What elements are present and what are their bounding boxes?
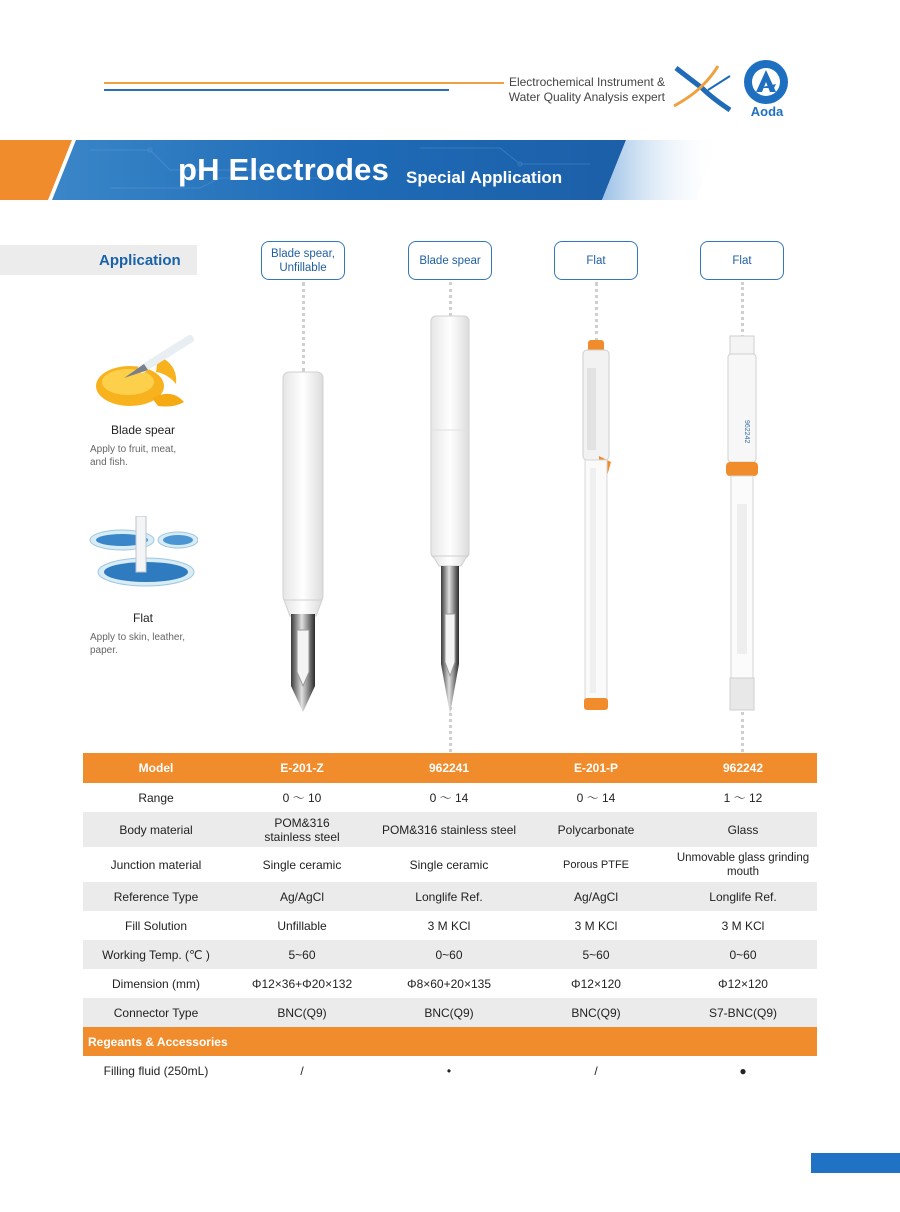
table-header-model: Model xyxy=(138,761,174,775)
lemon-blade-image xyxy=(88,328,198,410)
type-box-2 xyxy=(408,241,492,280)
row-label: Range xyxy=(138,790,174,805)
application-name-flat: Flat xyxy=(132,611,153,625)
table-cell: POM&316 stainless steel xyxy=(381,822,517,837)
connector-line-4b xyxy=(741,712,744,752)
table-cell: BNC(Q9) xyxy=(424,1005,474,1020)
table-cell: / xyxy=(594,1063,598,1078)
table-cell: Unfillable xyxy=(277,918,327,933)
application-desc-flat xyxy=(90,631,200,657)
connector-line-2 xyxy=(449,282,452,316)
table-header-col-2: 962241 xyxy=(428,761,470,775)
application-name-blade: Blade spear xyxy=(110,423,176,437)
table-cell: ● xyxy=(739,1063,747,1078)
table-row-reference xyxy=(83,882,817,911)
type-box-2-label: Blade spear xyxy=(419,254,481,267)
table-cell: Φ12×120 xyxy=(571,976,621,991)
row-label: Fill Solution xyxy=(124,918,188,933)
application-desc-flat-2: paper. xyxy=(90,645,118,656)
row-label: Connector Type xyxy=(113,1005,199,1020)
table-cell: Longlife Ref. xyxy=(415,889,483,904)
table-cell: 0~60 xyxy=(435,947,463,962)
table-section-row xyxy=(83,1027,817,1056)
table-row-fill-solution xyxy=(83,911,817,940)
page-subtitle: Special Application xyxy=(406,168,563,187)
table-cell: Polycarbonate xyxy=(557,822,635,837)
table-cell: Φ12×36+Φ20×132 xyxy=(251,976,353,991)
tagline-line-1: Electrochemical Instrument & xyxy=(508,75,665,89)
type-box-1-line-2: Unfillable xyxy=(279,261,327,274)
table-cell: Ag/AgCl xyxy=(573,889,619,904)
table-row-range xyxy=(83,783,817,812)
table-cell: Unmovable glass grinding mouth xyxy=(676,851,810,878)
aoda-logo-icon xyxy=(742,58,790,106)
type-box-3-label: Flat xyxy=(586,254,606,267)
row-label: Junction material xyxy=(110,857,202,872)
connector-line-4 xyxy=(741,282,744,338)
row-label: Working Temp. (℃ ) xyxy=(102,947,210,962)
row-label: Dimension (mm) xyxy=(111,976,200,991)
table-cell: 0~60 xyxy=(729,947,757,962)
table-cell: BNC(Q9) xyxy=(277,1005,327,1020)
corner-accent-bar xyxy=(811,1153,900,1173)
table-header-col-1: E-201-Z xyxy=(280,761,324,775)
table-cell: 0 ～ 14 xyxy=(576,790,616,805)
electrode-e201p-image xyxy=(577,338,615,712)
table-cell: Longlife Ref. xyxy=(709,889,777,904)
table-cell: 3 M KCl xyxy=(427,918,471,933)
application-desc-blade-2: and fish. xyxy=(90,457,128,468)
table-header-col-3: E-201-P xyxy=(573,761,619,775)
table-cell: / xyxy=(300,1063,304,1078)
table-row-junction xyxy=(83,847,817,882)
section-label: Regeants & Accessories xyxy=(88,1034,228,1049)
table-row-body-material xyxy=(83,812,817,847)
table-cell: Φ8×60+20×135 xyxy=(407,976,491,991)
spec-table xyxy=(83,753,817,1085)
tagline xyxy=(490,75,665,105)
svg-text:962242: 962242 xyxy=(743,420,750,444)
table-row-connector xyxy=(83,998,817,1027)
table-cell: 0 ～ 10 xyxy=(282,790,322,805)
table-cell: 3 M KCl xyxy=(721,918,765,933)
table-cell: Porous PTFE xyxy=(562,858,630,871)
tagline-line-2: Water Quality Analysis expert xyxy=(508,90,665,104)
type-box-1 xyxy=(261,241,345,280)
table-cell: 0 ～ 14 xyxy=(429,790,469,805)
connector-line-3 xyxy=(595,282,598,342)
table-cell: BNC(Q9) xyxy=(571,1005,621,1020)
page-title: pH Electrodes xyxy=(178,152,390,187)
type-box-1-line-1: Blade spear, xyxy=(271,247,335,260)
table-cell: Single ceramic xyxy=(262,857,342,872)
table-cell: 5~60 xyxy=(288,947,316,962)
electrode-962241-image xyxy=(425,314,475,718)
table-cell: • xyxy=(446,1063,452,1078)
table-cell: 3 M KCl xyxy=(574,918,618,933)
header-blue-line xyxy=(104,89,449,91)
table-cell: POM&316 stainless steel xyxy=(264,815,340,844)
table-row-dimension xyxy=(83,969,817,998)
connector-line-1 xyxy=(302,282,305,372)
electrode-962242-image xyxy=(723,334,761,714)
table-cell: 5~60 xyxy=(582,947,610,962)
petri-dish-image xyxy=(88,516,198,592)
row-label: Filling fluid (250mL) xyxy=(103,1063,209,1078)
table-cell: Glass xyxy=(727,822,759,837)
table-row-working-temp xyxy=(83,940,817,969)
header-orange-line xyxy=(104,82,504,84)
row-label: Reference Type xyxy=(113,889,199,904)
type-box-4-label: Flat xyxy=(732,254,752,267)
row-label: Body material xyxy=(119,822,193,837)
table-cell: Ag/AgCl xyxy=(279,889,325,904)
x-mark-icon xyxy=(672,62,734,112)
type-box-3 xyxy=(554,241,638,280)
table-cell: 1 ～ 12 xyxy=(723,790,763,805)
application-desc-blade-1: Apply to fruit, meat, xyxy=(90,444,177,455)
electrode-e201z-image xyxy=(276,368,330,718)
table-header-col-4: 962242 xyxy=(722,761,764,775)
application-desc-flat-1: Apply to skin, leather, xyxy=(90,632,186,643)
application-desc-blade xyxy=(90,443,200,469)
application-label: Application xyxy=(99,252,181,269)
type-box-4 xyxy=(700,241,784,280)
table-cell: S7-BNC(Q9) xyxy=(708,1005,777,1020)
table-header-row xyxy=(83,753,817,783)
table-row-filling-fluid xyxy=(83,1056,817,1085)
table-cell: Φ12×120 xyxy=(718,976,768,991)
brand-name: Aoda xyxy=(750,104,784,119)
table-cell: Single ceramic xyxy=(409,857,489,872)
